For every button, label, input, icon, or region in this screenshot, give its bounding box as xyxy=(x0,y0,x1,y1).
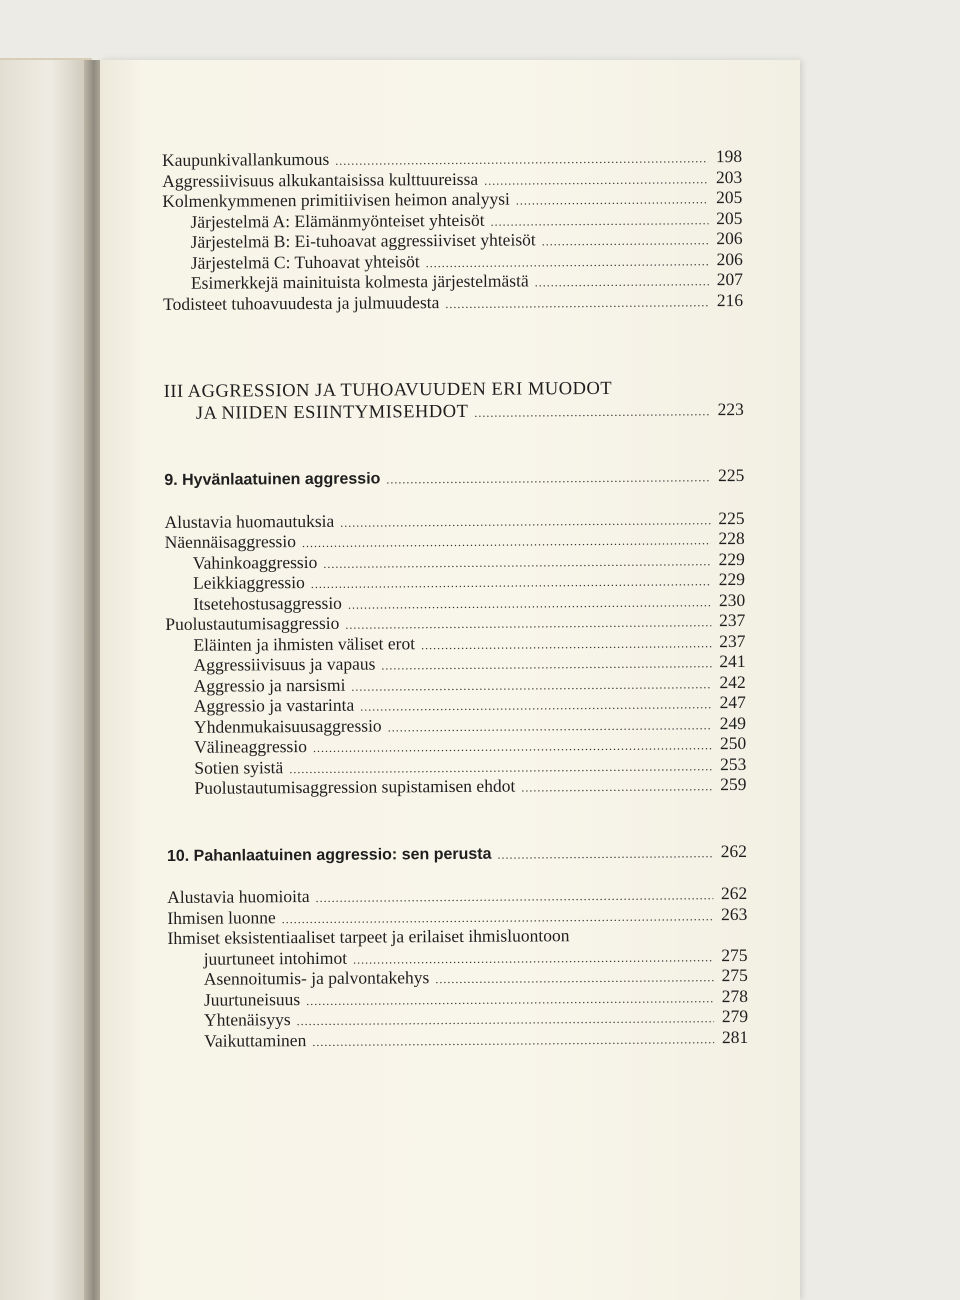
leader-dots xyxy=(484,169,708,191)
toc-entry-title: Ihmiset eksistentiaaliset tarpeet ja erilaiset ihmisluontoon xyxy=(167,925,569,948)
toc-entry xyxy=(167,883,747,908)
page-number: 229 xyxy=(717,569,745,590)
toc-entry-title: Järjestelmä A: Elämänmyönteiset yhteisöt xyxy=(162,209,484,232)
toc-entry xyxy=(162,146,742,171)
toc-entry xyxy=(163,228,743,253)
toc-entry-title: Yhdenmukaisuusaggressio xyxy=(166,715,382,737)
leader-dots xyxy=(306,988,714,1011)
toc-entry-title: Näennäisaggressio xyxy=(165,531,296,552)
page-number: 207 xyxy=(715,269,743,290)
toc-entry-title: Eläinten ja ihmisten väliset erot xyxy=(165,633,415,655)
page-number: 262 xyxy=(719,840,747,861)
leader-dots xyxy=(490,210,708,232)
toc-entry-title: juurtuneet intohimot xyxy=(168,947,348,969)
toc-entry xyxy=(166,692,746,717)
leader-dots xyxy=(335,148,708,171)
toc-entry-title: Aggressiivisuus alkukantaisissa kulttuureissa xyxy=(162,168,478,191)
left-page xyxy=(0,60,92,1300)
toc-entry xyxy=(165,589,745,614)
page-number: 230 xyxy=(717,589,745,610)
leader-dots xyxy=(386,467,710,490)
toc-entry xyxy=(166,733,746,758)
toc-entry-title: Sotien syistä xyxy=(166,757,283,778)
toc-entry-title: Yhtenäisyys xyxy=(168,1009,291,1030)
toc-entry-title: Todisteet tuhoavuudesta ja julmuudesta xyxy=(163,292,439,314)
toc-entry-title: Puolustautumisaggressio xyxy=(165,613,339,635)
toc-entry-title: Alustavia huomioita xyxy=(167,886,310,907)
page-number: 229 xyxy=(717,548,745,569)
leader-dots xyxy=(421,633,712,656)
leader-dots xyxy=(340,510,710,533)
toc-entry xyxy=(163,248,743,273)
leader-dots xyxy=(351,674,711,697)
toc-section-9 xyxy=(165,507,747,798)
page-number: 259 xyxy=(718,774,746,795)
page-number: 275 xyxy=(720,965,748,986)
leader-dots xyxy=(575,940,713,941)
toc-entry xyxy=(163,269,743,294)
leader-dots xyxy=(313,735,712,758)
page-number: 198 xyxy=(714,146,742,167)
page-number: 253 xyxy=(718,753,746,774)
page-number: 205 xyxy=(714,207,742,228)
toc-entry xyxy=(165,569,745,594)
page-number: 279 xyxy=(720,1006,748,1027)
page-number: 275 xyxy=(720,944,748,965)
toc-entry-title: Kolmenkymmenen primitiivisen heimon analyysi xyxy=(162,189,510,212)
page-number: 206 xyxy=(715,228,743,249)
toc-entry-title: Aggressiivisuus ja vapaus xyxy=(166,654,376,676)
page-number: 223 xyxy=(716,398,744,419)
toc-entry-title: Asennoitumis- ja palvontakehys xyxy=(168,967,430,989)
toc-entry xyxy=(162,207,742,232)
toc-entry-title: Aggressio ja narsismi xyxy=(166,674,346,696)
page-number: 242 xyxy=(718,671,746,692)
toc-entry xyxy=(166,753,746,778)
page-number: 203 xyxy=(714,166,742,187)
toc-entry-title: Leikkiaggressio xyxy=(165,572,305,593)
page-number: 262 xyxy=(719,883,747,904)
toc-entry-title: Välineaggressio xyxy=(166,736,307,757)
page-number: 250 xyxy=(718,733,746,754)
leader-dots xyxy=(542,230,709,252)
leader-dots xyxy=(426,251,709,273)
toc-entry xyxy=(163,289,743,314)
part-title-line1: III AGGRESSION JA TUHOAVUUDEN ERI MUODOT xyxy=(164,379,613,403)
leader-dots xyxy=(381,653,711,676)
toc-entry-title: Kaupunkivallankumous xyxy=(162,149,329,171)
page-number: 216 xyxy=(715,289,743,310)
leader-dots xyxy=(388,715,713,738)
toc-entry xyxy=(166,712,746,737)
chapter-title: 10. Pahanlaatuinen aggressio: sen perusta xyxy=(167,844,492,867)
page-number: 237 xyxy=(717,610,745,631)
leader-dots xyxy=(345,612,711,635)
toc-entry xyxy=(165,548,745,573)
page-number: 241 xyxy=(718,651,746,672)
toc-entry xyxy=(168,1026,748,1051)
leader-dots xyxy=(297,1008,715,1031)
leader-dots xyxy=(435,967,714,989)
toc-section-10 xyxy=(167,883,748,1051)
toc-entry xyxy=(168,944,748,969)
page-number: 278 xyxy=(720,985,748,1006)
toc-entry-title: Juurtuneisuus xyxy=(168,989,300,1010)
page-number: 263 xyxy=(719,903,747,924)
chapter-heading-10 xyxy=(167,840,747,865)
leader-dots xyxy=(521,776,712,798)
toc-entry xyxy=(165,610,745,635)
page-number: 206 xyxy=(715,248,743,269)
page-number: 228 xyxy=(717,528,745,549)
page-number: 281 xyxy=(720,1026,748,1047)
page-number: 225 xyxy=(716,465,744,486)
leader-dots xyxy=(323,551,711,574)
chapter-title: 9. Hyvänlaatuinen aggressio xyxy=(164,469,380,491)
page-number: 225 xyxy=(717,507,745,528)
toc-entry-title: Itsetehostusaggressio xyxy=(165,592,342,614)
toc-entry xyxy=(168,965,748,990)
page-number: 247 xyxy=(718,692,746,713)
toc-entry xyxy=(165,528,745,553)
toc-entry xyxy=(166,671,746,696)
toc-entry xyxy=(167,903,747,928)
toc-section-1 xyxy=(162,146,743,314)
toc-entry-title: Alustavia huomautuksia xyxy=(165,510,335,532)
leader-dots xyxy=(516,189,709,211)
toc-entry-title: Puolustautumisaggression supistamisen ehdot xyxy=(166,776,515,799)
table-of-contents xyxy=(162,146,748,1051)
toc-entry xyxy=(166,774,746,799)
leader-dots xyxy=(312,1029,714,1052)
page-number: 237 xyxy=(717,630,745,651)
toc-entry-title: Järjestelmä B: Ei-tuhoavat aggressiiviset yhteisöt xyxy=(163,229,536,252)
leader-dots xyxy=(353,947,714,970)
toc-entry xyxy=(165,630,745,655)
leader-dots xyxy=(474,401,710,423)
leader-dots xyxy=(497,843,713,865)
toc-entry xyxy=(168,1006,748,1031)
toc-entry-title: Vaikuttaminen xyxy=(168,1030,306,1051)
part-title-line2: JA NIIDEN ESIINTYMISEHDOT xyxy=(196,401,469,423)
toc-entry-title: Järjestelmä C: Tuhoavat yhteisöt xyxy=(163,251,420,273)
toc-entry-title: Esimerkkejä mainituista kolmesta järjestelmästä xyxy=(163,270,529,293)
page-number: 249 xyxy=(718,712,746,733)
part-heading-line2 xyxy=(164,398,744,423)
toc-entry xyxy=(168,985,748,1010)
toc-entry-title: Aggressio ja vastarinta xyxy=(166,695,355,717)
leader-dots xyxy=(316,885,714,908)
toc-entry xyxy=(166,651,746,676)
toc-entry-title: Ihmisen luonne xyxy=(167,907,276,928)
toc-entry xyxy=(165,507,745,532)
leader-dots xyxy=(302,530,711,553)
leader-dots xyxy=(445,292,709,314)
page-number: 205 xyxy=(714,187,742,208)
toc-entry xyxy=(162,187,742,212)
chapter-heading-9 xyxy=(164,465,744,490)
toc-entry-title: Vahinkoaggressio xyxy=(165,551,318,573)
toc-entry xyxy=(162,166,742,191)
leader-dots xyxy=(311,571,711,594)
leader-dots xyxy=(348,592,711,615)
leader-dots xyxy=(535,271,709,293)
leader-dots xyxy=(360,694,712,717)
